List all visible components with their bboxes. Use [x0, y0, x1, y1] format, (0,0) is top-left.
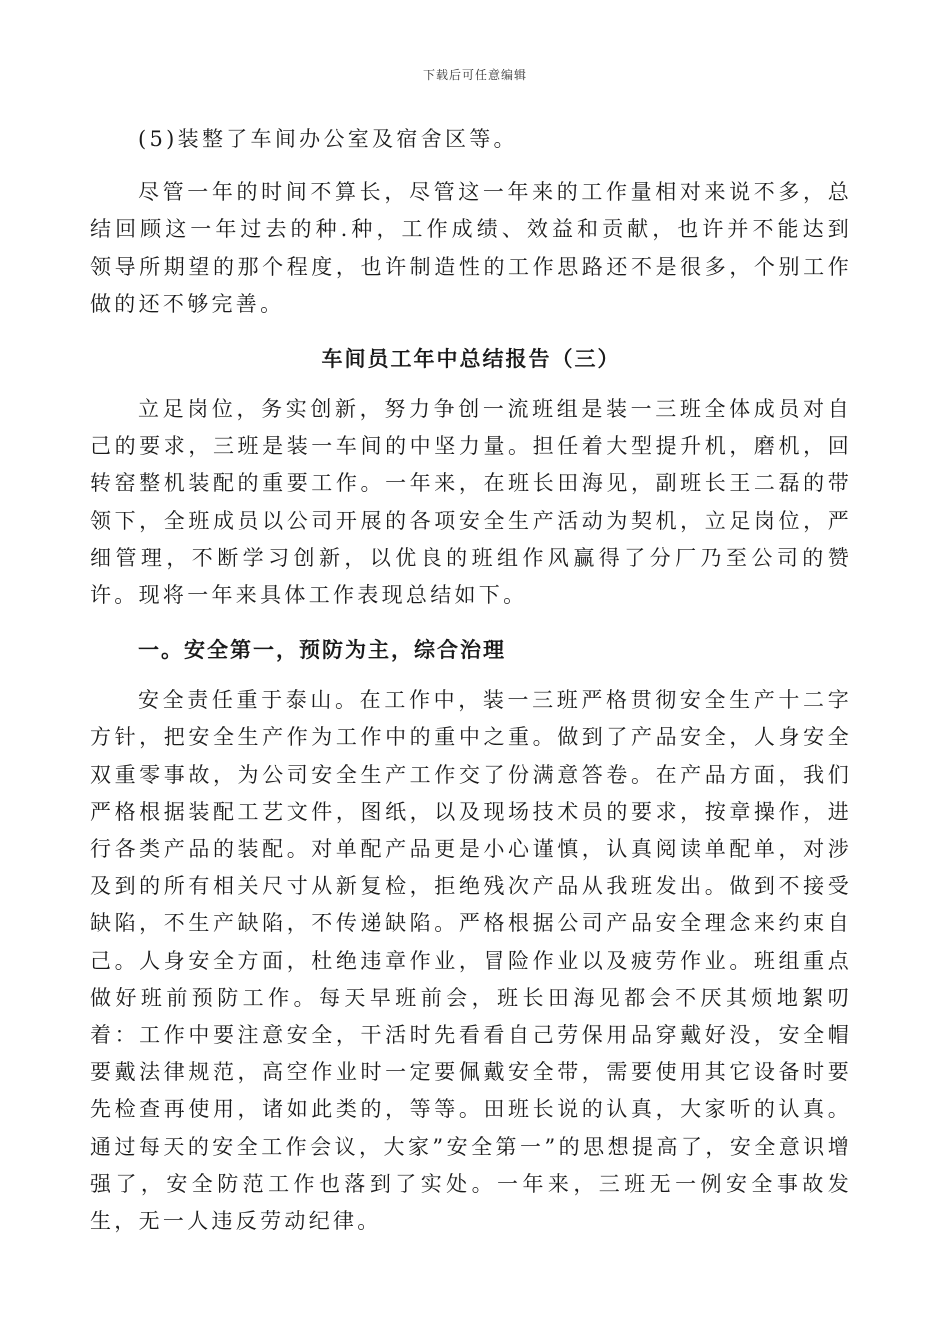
- section-heading: 一。安全第一，预防为主，综合治理: [138, 637, 506, 663]
- document-title: 车间员工年中总结报告（三）: [321, 346, 621, 372]
- paragraph-intro: 立足岗位，务实创新，努力争创一流班组是装一三班全体成员对自己的要求，三班是装一车间的中坚力量。担任着大型提升机，磨机，回转窑整机装配的重要工作。一年来，在班长田海见，副班长王二磊的带领下，全班成员以公司开展的各项安全生产活动为契机，立足岗位，严细管理，不断学习创新，以优良的班组作风赢得了分厂乃至公司的赞许。现将一年来具体工作表现总结如下。: [90, 397, 852, 608]
- document-body: [90, 121, 852, 1240]
- header-note: 下载后可任意编辑: [422, 68, 527, 82]
- paragraph-summary: 尽管一年的时间不算长，尽管这一年来的工作量相对来说不多，总结回顾这一年过去的种.种，工作成绩、效益和贡献，也许并不能达到领导所期望的那个程度，也许制造性的工作思路还不是很多，个别工作做的还不够完善。: [90, 180, 852, 316]
- paragraph-item-5: (5)装整了车间办公室及宿舍区等。: [138, 127, 518, 151]
- paragraph-section-body: 安全责任重于泰山。在工作中，装一三班严格贯彻安全生产十二字方针，把安全生产作为工作中的重中之重。做到了产品安全，人身安全双重零事故，为公司安全生产工作交了份满意答卷。在产品方面，我们严格根据装配工艺文件，图纸，以及现场技术员的要求，按章操作，进行各类产品的装配。对单配产品更是小心谨慎，认真阅读单配单，对涉及到的所有相关尺寸从新复检，拒绝残次产品从我班发出。做到不接受缺陷，不生产缺陷，不传递缺陷。严格根据公司产品安全理念来约束自己。人身安全方面，杜绝违章作业，冒险作业以及疲劳作业。班组重点做好班前预防工作。每天早班前会，班长田海见都会不厌其烦地絮叨着：工作中要注意安全，干活时先看看自己劳保用品穿戴好没，安全帽要戴法律规范，高空作业时一定要佩戴安全带，需要使用其它设备时要先检查再使用，诸如此类的，等等。田班长说的认真，大家听的认真。通过每天的安全工作会议，大家”安全第一”的思想提高了，安全意识增强了，安全防范工作也落到了实处。一年来，三班无一例安全事故发生，无一人违反劳动纪律。: [90, 688, 852, 1234]
